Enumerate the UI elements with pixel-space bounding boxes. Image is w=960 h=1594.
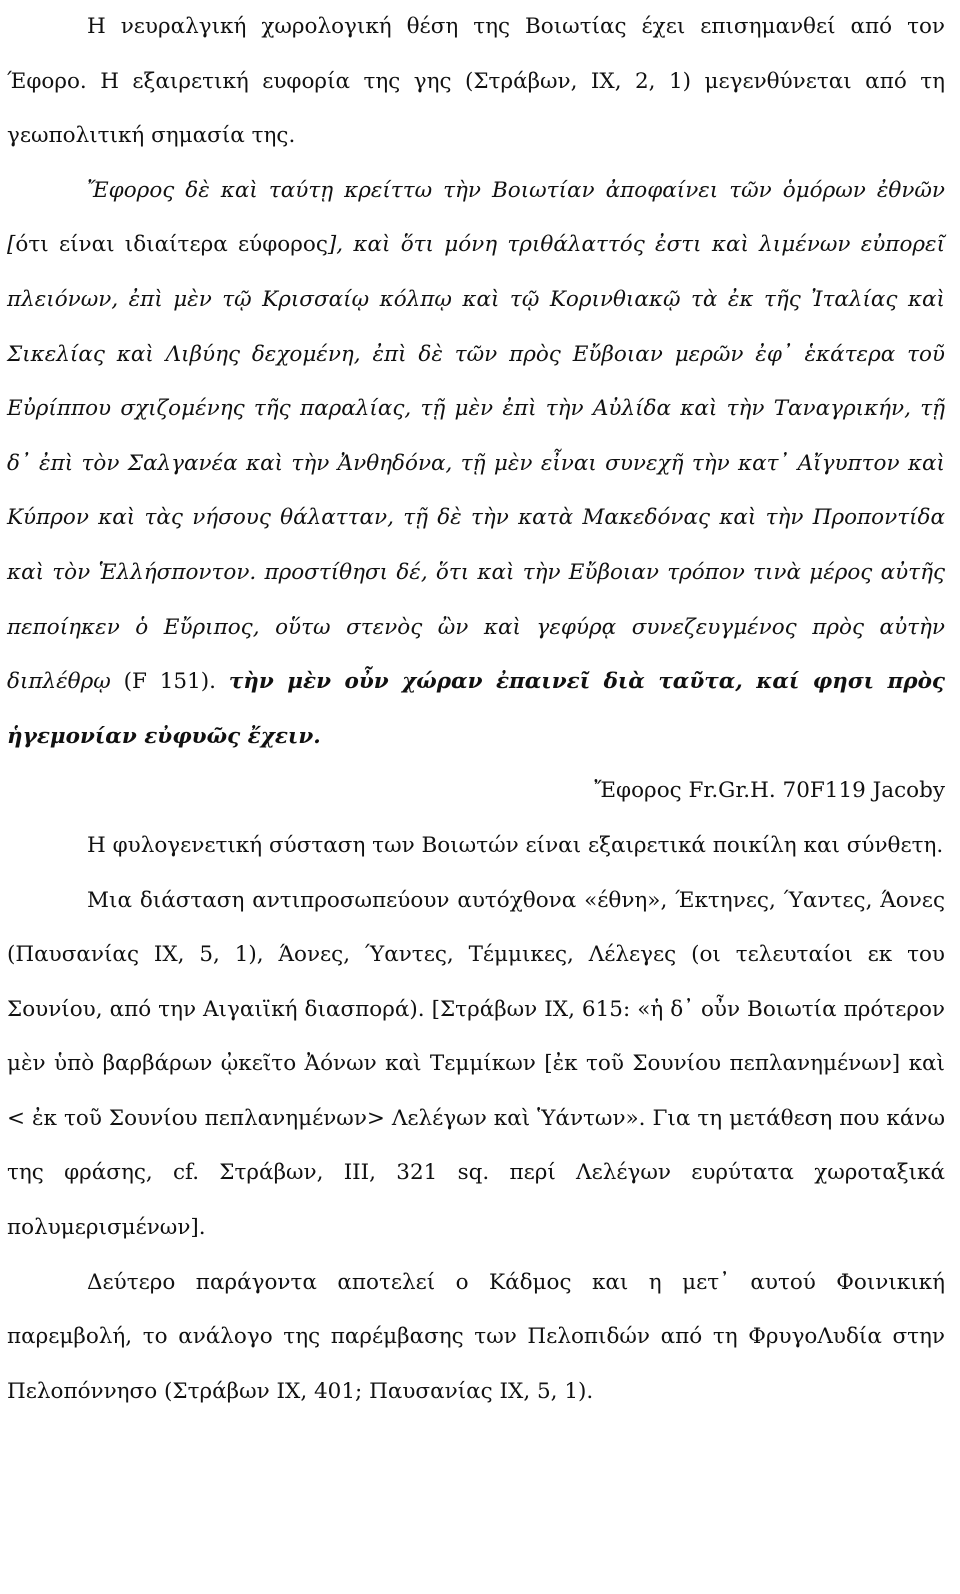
paragraph-intro: Η νευραλγική χωρολογική θέση της Βοιωτίας έχει επισημανθεί από τον Έφορο. Η εξαιρετική ευφορία της γης (Στράβων, IX, 2, 1) μεγενθύνεται από τη γεωπολιτική σημασία της. — [7, 14, 945, 149]
quote-bold-conclusion: τὴν μὲν οὖν χώραν ἐπαινεῖ διὰ ταῦτα, καί φησι πρὸς ἡγεμονίαν εὐφυῶς ἔχειν. — [7, 669, 945, 749]
paragraph-kadmos: Δεύτερο παράγοντα αποτελεί ο Κάδμος και η μετ᾽ αυτού Φοινικική παρεμβολή, το ανάλογο της παρέμβασης των Πελοπιδών από τη ΦρυγοΛυδία στην Πελοπόννησο (Στράβων IX, 401; Παυσανίας IX, 5, 1). — [7, 1269, 945, 1404]
paragraph-autochthonous: Μια διάσταση αντιπροσωπεύουν αυτόχθονα «έθνη», Έκτηνες, Ύαντες, Άονες (Παυσανίας IX, 5, 1), Άονες, Ύαντες, Τέμμικες, Λέλεγες (οι τελευταίοι εκ του Σουνίου, από την Αιγαιϊκή διασπορά). [Στράβων IX, 615: «ἡ δ᾽ οὖν Βοιωτία πρότερον μὲν ὑπὸ βαρβάρων ᾠκεῖτο Ἀόνων καὶ Τεμμίκων [ἐκ τοῦ Σουνίου πεπλανημένων] καὶ < ἐκ τοῦ Σουνίου πεπλανημένων> Λελέγων καὶ Ὑάντων». Για τη μετάθεση που κάνω της φράσης, cf. Στράβων, III, 321 sq. περί Λελέγων ευρύτατα χωροταξικά πολυμερισμένων]. — [7, 887, 945, 1241]
quote-aside: ότι είναι ιδιαίτερα εύφορος — [15, 232, 328, 258]
quote-citation: Ἔφορος Fr.Gr.H. 70F119 Jacoby — [594, 778, 945, 804]
paragraph-phylogenetic: Η φυλογενετική σύσταση των Βοιωτών είναι εξαιρετικά ποικίλη και σύνθετη. — [87, 832, 944, 858]
ephorus-quote — [7, 164, 945, 765]
quote-text-start: Ἔφορος δὲ καὶ ταύτῃ κρείττω τὴν Βοιωτίαν ἀποφαίνει τῶν ὁμόρων ἐθνῶν [ — [7, 177, 945, 258]
quote-text-main: ], καὶ ὅτι μόνη τριθάλαττός ἐστι καὶ λιμένων εὐπορεῖ πλειόνων, ἐπὶ μὲν τῷ Κρισσαίῳ κόλπῳ καὶ τῷ Κορινθιακῷ τὰ ἐκ τῆς Ἰταλίας καὶ Σικελίας καὶ Λιβύης δεχομένη, ἐπὶ δὲ τῶν πρὸς Εὔβοιαν μερῶν ἐφ᾽ ἑκάτερα τοῦ Εὐρίππου σχιζομένης τῆς παραλίας, τῇ μὲν ἐπὶ τὴν Αὐλίδα καὶ τὴν Ταναγρικήν, τῇ δ᾽ ἐπὶ τὸν Σαλγανέα καὶ τὴν Ἀνθηδόνα, τῇ μὲν εἶναι συνεχῆ τὴν κατ᾽ Αἴγυπτον καὶ Κύπρον καὶ τὰς νήσους θάλατταν, τῇ δὲ τὴν κατὰ Μακεδόνας καὶ τὴν Προποντίδα καὶ τὸν Ἑλλήσποντον. προστίθησι δέ, ὅτι καὶ τὴν Εὔβοιαν τρόπον τινὰ μέρος αὐτῆς πεποίηκεν ὁ Εὔριπος, οὕτω στενὸς ὢν καὶ γεφύρᾳ συνεζευγμένος πρὸς αὐτὴν διπλέθρῳ — [7, 232, 945, 695]
quote-fragment-ref: (F 151). — [123, 669, 216, 695]
